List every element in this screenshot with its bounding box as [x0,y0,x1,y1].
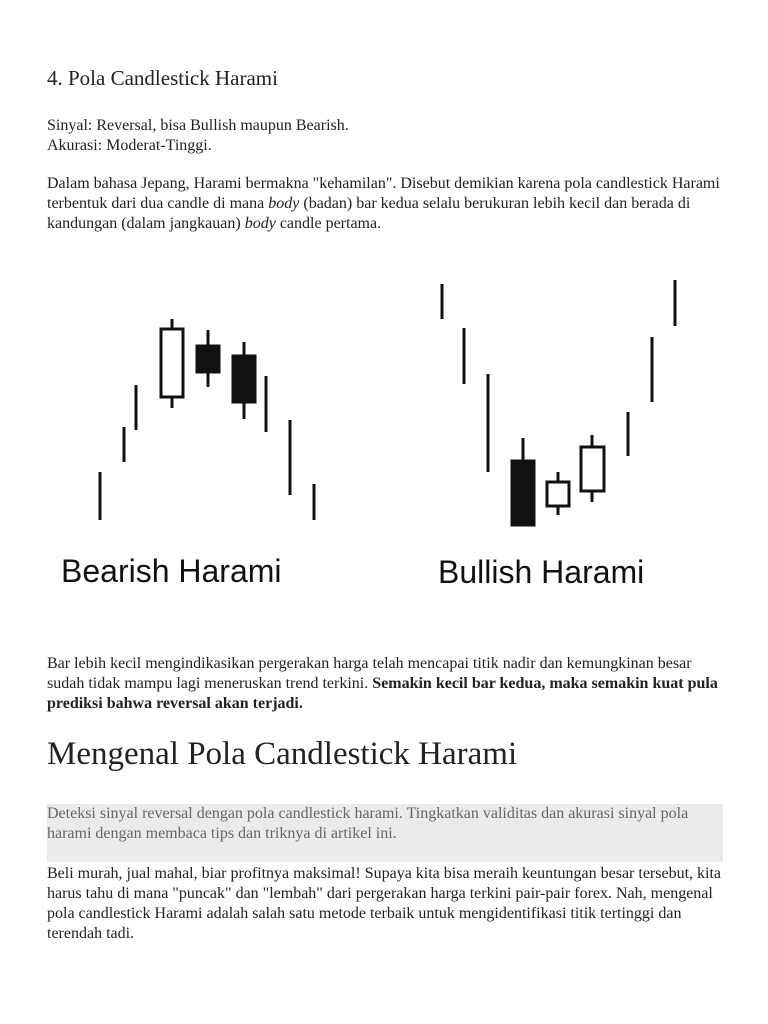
accuracy-line: Akurasi: Moderat-Tinggi. [47,137,212,154]
signal-line: Sinyal: Reversal, bisa Bullish maupun Bearish. [47,117,349,134]
article-body: Beli murah, jual mahal, biar profitnya maksimal! Supaya kita bisa meraih keuntungan besar tersebut, kita harus tahu di mana "puncak" dan "lembah" dari pergerakan harga terkini pair-pair forex. Nah, mengenal pola candlestick Harami adalah salah satu metode terbaik untuk mengidentifikasi titik tertinggi dan terendah tadi. [47,865,722,942]
section-heading: 4. Pola Candlestick Harami [47,66,278,90]
bearish-second-candle-body [197,346,219,372]
article-lead-box [47,804,723,862]
article-title: Mengenal Pola Candlestick Harami [47,736,518,772]
bearish-third-candle-body [233,356,255,402]
intro-text-2: (badan) bar kedua selalu berukuran lebih kecil dan berada di kandungan (dalam jangkauan) [47,195,691,232]
bullish-harami-candles [442,280,675,526]
intro-text-3: candle pertama. [275,215,382,232]
bullish-second-candle-body [547,482,569,506]
bearish-harami-label: Bearish Harami [61,553,282,589]
harami-diagram [47,262,727,592]
intro-paragraph [47,174,727,234]
bearish-harami-candles [100,319,314,520]
article-lead: Deteksi sinyal reversal dengan pola candlestick harami. Tingkatkan validitas dan akurasi sinyal pola harami dengan membaca tips dan triknya di artikel ini. [47,805,689,842]
after-figure-paragraph [47,654,727,714]
bullish-third-candle-body [581,447,604,491]
intro-text-1: Dalam bahasa Jepang, Harami bermakna "kehamilan". Disebut demikian karena pola candlestick Harami terbentuk dari dua candle di mana [47,175,720,212]
signal-info [47,116,349,156]
intro-emphasis-1: body [268,195,300,212]
after-figure-text: Bar lebih kecil mengindikasikan pergerakan harga telah mencapai titik nadir dan kemungkinan besar sudah tidak mampu lagi meneruskan trend terkini. [47,655,692,692]
bullish-harami-label: Bullish Harami [438,554,645,590]
bullish-first-candle-body [512,461,534,525]
harami-figure [47,262,727,592]
bearish-first-candle-body [161,329,183,397]
after-figure-bold: Semakin kecil bar kedua, maka semakin kuat pula prediksi bahwa reversal akan terjadi. [47,675,718,712]
intro-emphasis-2: body [244,215,276,232]
